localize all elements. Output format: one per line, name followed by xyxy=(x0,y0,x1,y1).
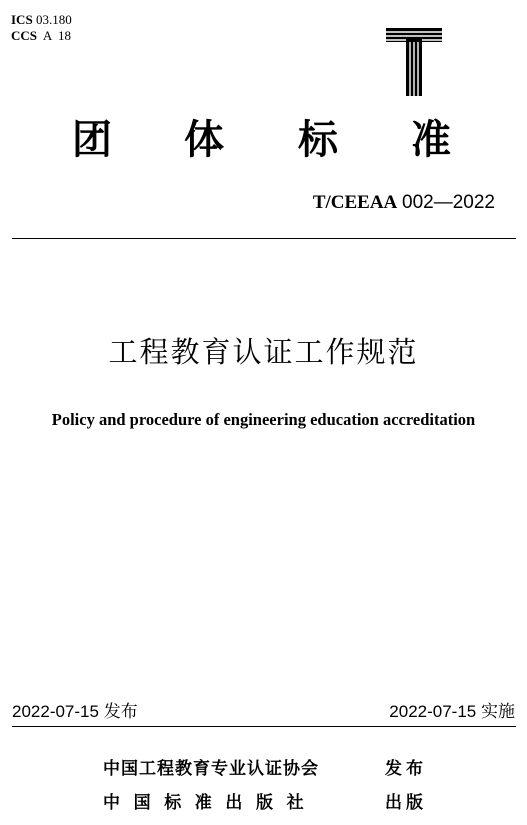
document-title-chinese: 工程教育认证工作规范 xyxy=(108,335,419,369)
publishing-association-verb: 发布 xyxy=(385,759,427,779)
ccs-code: A 18 xyxy=(42,28,71,43)
bottom-divider xyxy=(12,726,516,727)
issue-date-label: 发布 xyxy=(103,702,138,722)
standard-code xyxy=(313,190,495,216)
ics-classification xyxy=(11,12,72,28)
standard-code-number: 002—2022 xyxy=(402,192,495,213)
publishing-association: 中国工程教育专业认证协会 xyxy=(103,759,319,779)
ics-code: 03.180 xyxy=(35,12,72,27)
document-title-english: Policy and procedure of engineering education accreditation xyxy=(51,410,476,429)
ccs-classification xyxy=(11,28,71,44)
ccs-label: CCS xyxy=(11,28,38,43)
standard-code-prefix: T/CEEAA xyxy=(312,192,398,213)
implementation-date xyxy=(389,700,515,724)
implementation-date-value: 2022-07-15 xyxy=(389,702,477,721)
standard-type-char: 体 xyxy=(184,117,224,163)
category-letter-mark xyxy=(384,22,444,100)
letter-t-logo xyxy=(384,22,444,100)
standard-type-char: 准 xyxy=(411,117,451,163)
top-divider xyxy=(12,238,516,239)
ics-label: ICS xyxy=(11,12,33,27)
issue-date-value: 2022-07-15 xyxy=(12,702,99,721)
standard-type-char: 标 xyxy=(298,117,338,163)
publishing-press-verb: 出版 xyxy=(385,793,427,813)
standard-type-char: 团 xyxy=(72,117,112,163)
publishing-press: 中国标准出版社 xyxy=(103,793,318,813)
implementation-date-label: 实施 xyxy=(481,702,515,722)
issue-date xyxy=(12,700,138,724)
